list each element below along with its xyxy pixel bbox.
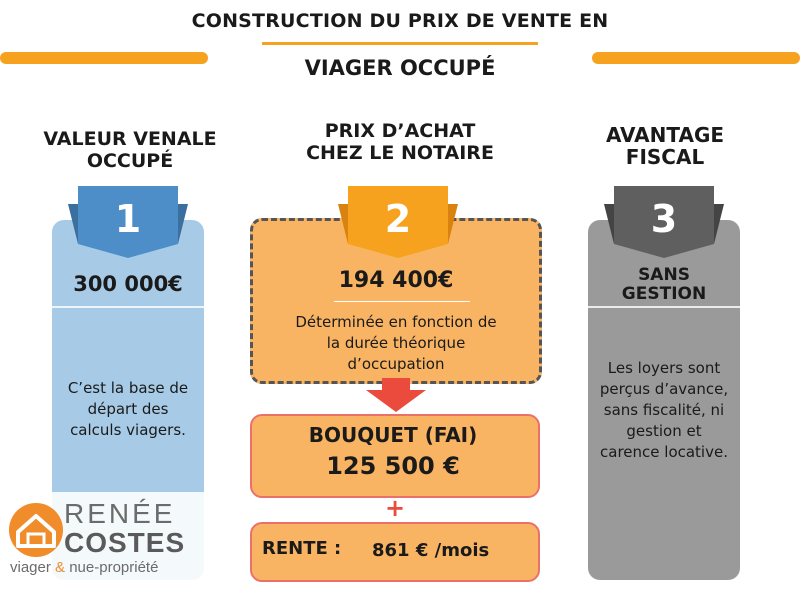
- page-title-line2: VIAGER OCCUPÉ: [304, 56, 496, 80]
- column2-number-badge: [338, 186, 458, 258]
- svg-text:3: 3: [650, 197, 678, 241]
- page-title-line1: CONSTRUCTION DU PRIX DE VENTE EN: [191, 10, 609, 32]
- column3-description: Les loyers sont perçus d’avance, sans fiscalité, ni gestion et carence locative.: [599, 359, 729, 461]
- logo-brand-line1: RENÉE: [64, 498, 176, 529]
- column3-heading: AVANTAGE FISCAL: [605, 123, 725, 169]
- column1-card-divider: [52, 306, 204, 308]
- column3-amount: SANS GESTION: [621, 265, 707, 304]
- plus-sign: +: [384, 494, 406, 522]
- logo-tagline: viager & nue-propriété: [10, 559, 159, 576]
- arrow-down-icon: [364, 378, 428, 412]
- column3-number-badge: [604, 186, 724, 258]
- rente-label: RENTE :: [262, 538, 342, 559]
- svg-text:2: 2: [384, 197, 412, 241]
- column2-heading: PRIX D’ACHAT CHEZ LE NOTAIRE: [306, 120, 494, 164]
- bouquet-label: BOUQUET (FAI): [308, 423, 478, 447]
- logo-brand-line2: COSTES: [64, 527, 186, 558]
- column1-amount: 300 000€: [73, 272, 183, 296]
- column3-card-divider: [588, 306, 740, 308]
- column1-description: C’est la base de départ des calculs viagers.: [67, 379, 189, 439]
- svg-text:1: 1: [114, 197, 142, 241]
- house-logo-icon: [8, 502, 64, 558]
- bouquet-amount: 125 500 €: [326, 452, 460, 480]
- column2-divider: [334, 301, 470, 302]
- rente-amount: 861 € /mois: [372, 540, 490, 561]
- column2-amount: 194 400€: [338, 268, 454, 293]
- column1-heading: VALEUR VENALE OCCUPÉ: [43, 128, 217, 172]
- title-underline: [262, 42, 538, 45]
- column1-number-badge: [68, 186, 188, 258]
- column2-description: Déterminée en fonction de la durée théorique d’occupation: [295, 313, 497, 373]
